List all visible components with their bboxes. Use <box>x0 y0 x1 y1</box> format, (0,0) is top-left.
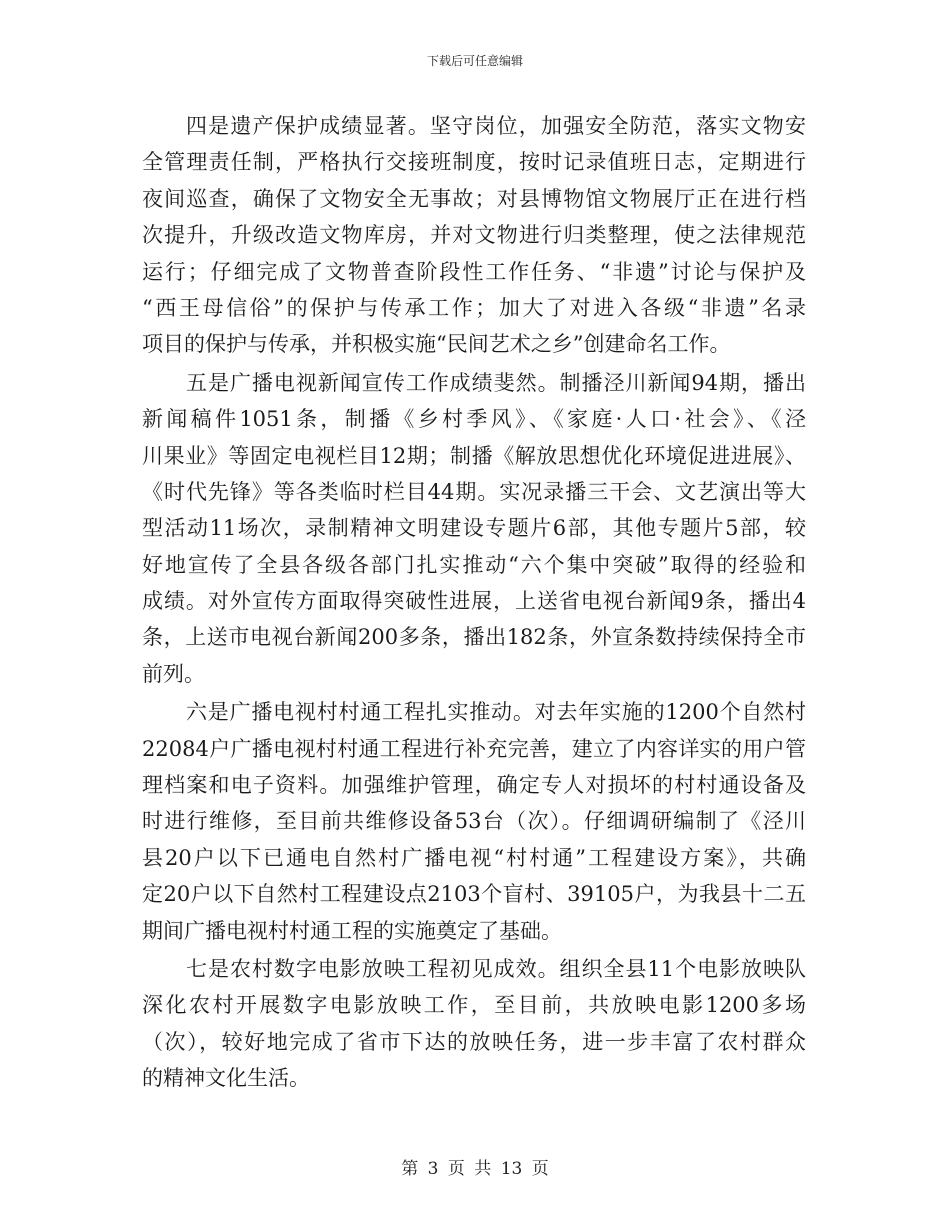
text-line: 时进行维修，至目前共维修设备53台（次）。仔细调研编制了《泾川 <box>142 809 806 834</box>
paragraph <box>142 365 806 693</box>
text-line: 次提升，升级改造文物库房，并对文物进行归类整理，使之法律规范 <box>142 223 806 248</box>
text-line: 的精神文化生活。 <box>142 1066 310 1091</box>
text-line: 深化农村开展数字电影放映工作，至目前，共放映电影1200多场 <box>142 993 806 1018</box>
text-line: 条，上送市电视台新闻200多条，播出182条，外宣条数持续保持全市 <box>142 625 806 650</box>
page-number-footer: 第 3 页 共 13 页 <box>401 1159 549 1179</box>
paragraph <box>142 694 806 949</box>
paragraph <box>142 108 806 363</box>
text-line: 七是农村数字电影放映工程初见成效。组织全县11个电影放映队 <box>186 956 806 981</box>
text-line: 夜间巡查，确保了文物安全无事故；对县博物馆文物展厅正在进行档 <box>142 186 806 211</box>
text-line: 四是遗产保护成绩显著。坚守岗位，加强安全防范，落实文物安 <box>186 114 806 138</box>
text-line: 《时代先锋》等各类临时栏目44期。实况录播三干会、文艺演出等大 <box>142 479 806 504</box>
text-line: 前列。 <box>142 661 205 686</box>
text-line: 型活动11场次，录制精神文明建设专题片6部，其他专题片5部，较 <box>142 516 806 541</box>
paragraph <box>142 951 806 1097</box>
text-line: 县20户以下已通电自然村广播电视“村村通”工程建设方案》，共确 <box>142 845 806 870</box>
document-body <box>142 108 806 1099</box>
text-line: 项目的保护与传承，并积极实施“民间艺术之乡”创建命名工作。 <box>142 332 731 357</box>
page-header-note: 下载后可任意编辑 <box>426 54 523 68</box>
text-line: 成绩。对外宣传方面取得突破性进展，上送省电视台新闻9条，播出4 <box>142 589 806 614</box>
text-line: 定20户以下自然村工程建设点2103个盲村、39105户，为我县十二五 <box>142 882 806 907</box>
text-line: “西王母信俗”的保护与传承工作；加大了对进入各级“非遗”名录 <box>142 295 806 320</box>
text-line: 好地宣传了全县各级各部门扎实推动“六个集中突破”取得的经验和 <box>142 552 806 577</box>
text-line: 五是广播电视新闻宣传工作成绩斐然。制播泾川新闻94期，播出 <box>186 370 806 395</box>
text-line: 全管理责任制，严格执行交接班制度，按时记录值班日志，定期进行 <box>142 150 806 175</box>
text-line: 新闻稿件1051条，制播《乡村季风》、《家庭·人口·社会》、《泾 <box>142 407 806 432</box>
text-line: 运行；仔细完成了文物普查阶段性工作任务、“非遗”讨论与保护及 <box>142 259 806 284</box>
text-line: 六是广播电视村村通工程扎实推动。对去年实施的1200个自然村 <box>186 700 806 725</box>
text-line: 期间广播电视村村通工程的实施奠定了基础。 <box>142 918 562 943</box>
text-line: 22084户广播电视村村通工程进行补充完善，建立了内容详实的用户管 <box>142 736 806 761</box>
text-line: 川果业》等固定电视栏目12期；制播《解放思想优化环境促进进展》、 <box>142 443 806 468</box>
text-line: 理档案和电子资料。加强维护管理，确定专人对损坏的村村通设备及 <box>142 773 806 798</box>
text-line: （次），较好地完成了省市下达的放映任务，进一步丰富了农村群众 <box>142 1029 806 1054</box>
